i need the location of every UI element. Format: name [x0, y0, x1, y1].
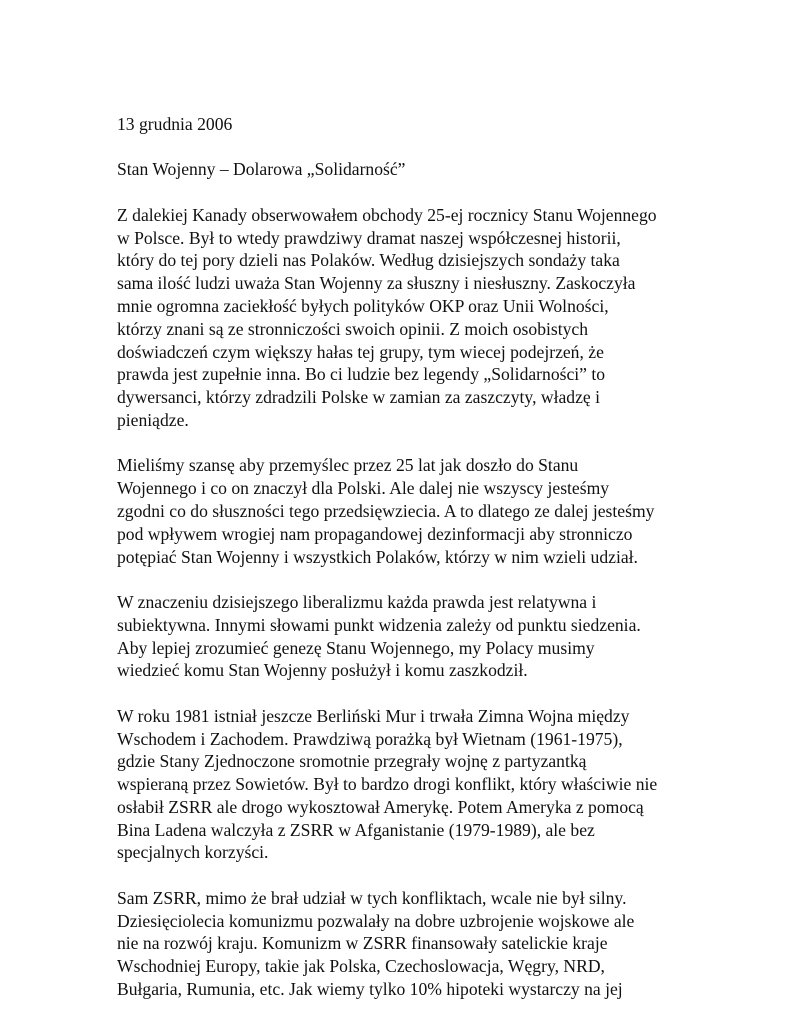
paragraph-line: Aby lepiej zrozumieć genezę Stanu Wojennego, my Polacy musimy [117, 637, 595, 658]
body-paragraph [117, 204, 687, 432]
document-body [117, 204, 687, 1001]
paragraph-line: osłabił ZSRR ale drogo wykosztował Amerykę. Potem Ameryka z pomocą [117, 796, 644, 817]
document-date: 13 grudnia 2006 [117, 114, 233, 134]
paragraph-line: Wschodem i Zachodem. Prawdziwą porażką był Wietnam (1961-1975), [117, 728, 623, 749]
paragraph-line: pieniądze. [117, 409, 189, 430]
paragraph-line: Dziesięciolecia komunizmu pozwalały na dobre uzbrojenie wojskowe ale [117, 910, 635, 931]
paragraph-line: dywersanci, którzy zdradzili Polske w zamian za zaszczyty, władzę i [117, 387, 600, 408]
body-paragraph [117, 454, 687, 568]
paragraph-line: specjalnych korzyści. [117, 842, 269, 863]
paragraph-line: gdzie Stany Zjednoczone sromotnie przegrały wojnę z partyzantką [117, 751, 587, 772]
paragraph-line: zgodni co do słuszności tego przedsięwziecia. A to dlatego ze dalej jesteśmy [117, 500, 655, 521]
paragraph-line: Wschodniej Europy, takie jak Polska, Czechoslowacja, Węgry, NRD, [117, 956, 605, 977]
paragraph-line: W znaczeniu dzisiejszego liberalizmu każda prawda jest relatywna i [117, 591, 597, 612]
paragraph-line: doświadczeń czym większy hałas tej grupy, tym wiecej podejrzeń, że [117, 341, 604, 362]
paragraph-line: który do tej pory dzieli nas Polaków. Według dzisiejszych sondaży taka [117, 250, 620, 271]
paragraph-line: W roku 1981 istniał jeszcze Berliński Mur i trwała Zimna Wojna między [117, 705, 630, 726]
paragraph-line: sama ilość ludzi uważa Stan Wojenny za słuszny i niesłuszny. Zaskoczyła [117, 273, 636, 294]
body-paragraph [117, 887, 687, 1001]
paragraph-line: Wojennego i co on znaczył dla Polski. Ale dalej nie wszyscy jesteśmy [117, 478, 610, 499]
paragraph-line: prawda jest zupełnie inna. Bo ci ludzie bez legendy „Solidarności” to [117, 364, 606, 385]
paragraph-line: Mieliśmy szansę aby przemyślec przez 25 lat jak doszło do Stanu [117, 455, 579, 476]
paragraph-line: Bina Ladena walczyła z ZSRR w Afganistanie (1979-1989), ale bez [117, 819, 595, 840]
paragraph-line: w Polsce. Był to wtedy prawdziwy dramat naszej współczesnej historii, [117, 227, 621, 248]
body-paragraph [117, 705, 687, 865]
paragraph-line: którzy znani są ze stronniczości swoich opinii. Z moich osobistych [117, 318, 589, 339]
paragraph-line: Bułgaria, Rumunia, etc. Jak wiemy tylko 10% hipoteki wystarczy na jej [117, 979, 623, 1000]
document-page [117, 113, 687, 1023]
paragraph-line: Z dalekiej Kanady obserwowałem obchody 25-ej rocznicy Stanu Wojennego [117, 204, 657, 225]
paragraph-line: nie na rozwój kraju. Komunizm w ZSRR finansowały satelickie kraje [117, 933, 608, 954]
paragraph-line: subiektywna. Innymi słowami punkt widzenia zależy od punktu siedzenia. [117, 614, 641, 635]
paragraph-line: Sam ZSRR, mimo że brał udział w tych konfliktach, wcale nie był silny. [117, 887, 627, 908]
paragraph-line: pod wpływem wrogiej nam propagandowej dezinformacji aby stronniczo [117, 523, 633, 544]
document-title: Stan Wojenny – Dolarowa „Solidarność” [117, 159, 406, 180]
paragraph-line: wspieraną przez Sowietów. Był to bardzo drogi konflikt, który właściwie nie [117, 774, 658, 795]
paragraph-line: potępiać Stan Wojenny i wszystkich Polaków, którzy w nim wzieli udział. [117, 546, 638, 567]
paragraph-line: mnie ogromna zaciekłość byłych polityków OKP oraz Unii Wolności, [117, 295, 609, 316]
body-paragraph [117, 591, 687, 682]
paragraph-line: wiedzieć komu Stan Wojenny posłużył i komu zaszkodził. [117, 660, 528, 681]
